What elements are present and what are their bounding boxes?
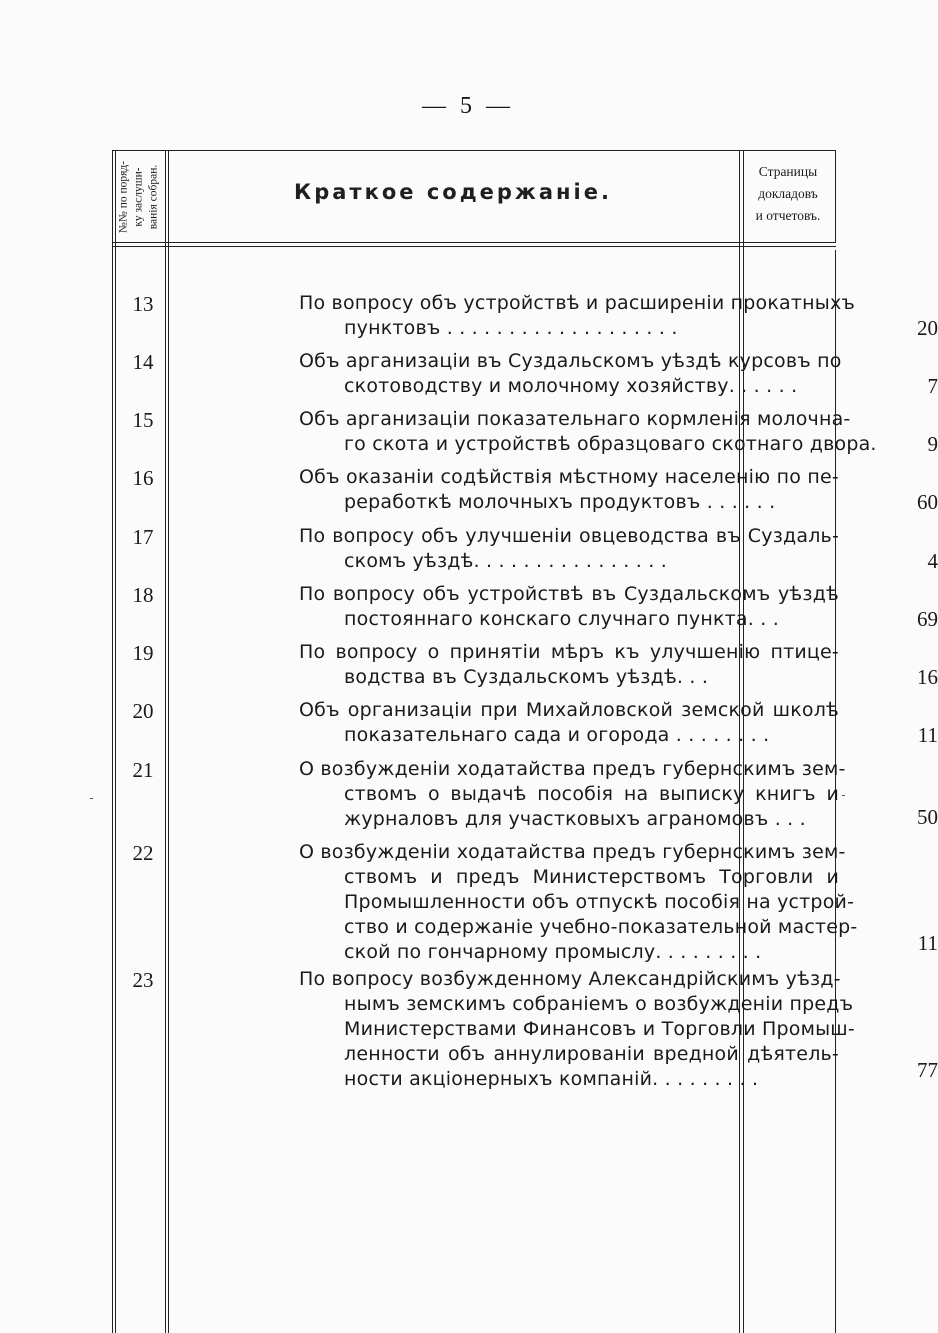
entry-page: 20 [917, 316, 938, 340]
entry-page: 9 [927, 432, 938, 456]
entry-page: 7 [927, 374, 938, 398]
entry-page: 11 [917, 723, 938, 747]
scan-speck [90, 798, 93, 799]
entry-page: 11 [917, 931, 938, 955]
table-rule-left [112, 150, 113, 1333]
header-number-line: №№ по поряд- [117, 160, 130, 234]
entry-text [299, 640, 839, 690]
entry-number: 18 [132, 583, 154, 607]
header-pages-line: докладовъ [758, 186, 818, 201]
header-number-line: ванія собран. [147, 164, 160, 230]
entry-text [299, 757, 846, 832]
entry-line: Объ арганизаціи показательнаго кормленія молочна- [299, 408, 851, 430]
entry-number: 23 [132, 968, 154, 992]
entry-line: По вопросу объ устройствѣ въ Суздальскомъ уѣздѣ [299, 583, 839, 605]
scan-speck [842, 795, 845, 796]
entry-line: реработкѣ молочныхъ продуктовъ . . . . . . [344, 491, 776, 513]
table-rule-right [835, 150, 836, 242]
entry-number: 15 [132, 408, 154, 432]
entry-line: пунктовъ . . . . . . . . . . . . . . . . . . . [344, 317, 678, 339]
entry-line: Объ оказаніи содѣйствія мѣстному населенію по пе- [299, 466, 839, 488]
entry-line: По вопросу объ улучшеніи овцеводства въ Суздаль- [299, 525, 839, 547]
entry-number: 21 [132, 758, 154, 782]
entry-page: 4 [927, 549, 938, 573]
entry-page: 69 [917, 607, 938, 631]
entry-line: Объ организаціи при Михайловской земской школѣ [299, 699, 839, 721]
entry-page: 16 [917, 665, 938, 689]
entry-number: 19 [132, 641, 154, 665]
header-pages-line: и отчетовъ. [755, 208, 821, 223]
entry-line: ство и содержаніе учебно-показательной мастер- [344, 916, 858, 938]
entry-line: Объ арганизаціи въ Суздальскомъ уѣздѣ курсовъ по [299, 350, 842, 372]
entry-line: ствомъ о выдачѣ пособія на выписку книгъ и [344, 783, 839, 805]
entry-text [299, 407, 877, 457]
header-pages-line: Страницы [758, 164, 818, 179]
entry-line: О возбужденіи ходатайства предъ губернскимъ зем- [299, 758, 846, 780]
table-rule-col1-a [165, 150, 166, 1333]
entry-line: постояннаго конскаго случнаго пункта. . . [344, 608, 779, 630]
entry-line: ствомъ и предъ Министерствомъ Торговли и [344, 866, 839, 888]
entry-page: 50 [917, 805, 938, 829]
entry-line: нымъ земскимъ собраніемъ о возбужденіи предъ [344, 993, 854, 1015]
table-rule-left-inner [115, 150, 116, 1333]
entry-page: 60 [917, 490, 938, 514]
entry-text [299, 465, 839, 515]
entry-text [299, 840, 858, 965]
entry-line: По вопросу объ устройствѣ и расширеніи прокатныхъ [299, 292, 856, 314]
entry-line: О возбужденіи ходатайства предъ губернскимъ зем- [299, 841, 846, 863]
entry-line: По вопросу о принятіи мѣръ къ улучшенію птице- [299, 641, 839, 663]
entry-number: 22 [132, 841, 154, 865]
entry-number: 20 [132, 699, 154, 723]
entry-line: го скота и устройствѣ образцоваго скотнаго двора. [344, 433, 877, 455]
header-number-line: ку заслуши- [132, 167, 145, 227]
entry-number: 17 [132, 525, 154, 549]
entry-text [299, 698, 839, 748]
entry-number: 16 [132, 466, 154, 490]
table-rule-header-a [112, 242, 836, 243]
table-rule-top [112, 150, 836, 151]
entry-line: Промышленности объ отпускѣ пособія на устрой- [344, 891, 855, 913]
entry-line: ности акціонерныхъ компаній. . . . . . . . . [344, 1068, 759, 1090]
entry-line: Министерствами Финансовъ и Торговли Промыш- [344, 1018, 855, 1040]
entry-text [299, 349, 842, 399]
entry-text [299, 524, 839, 574]
entry-number: 14 [132, 350, 154, 374]
entry-line: ленности объ аннулированіи вредной дѣятель- [344, 1043, 839, 1065]
table-rule-col1-b [168, 150, 169, 1333]
entry-text [299, 582, 839, 632]
header-number-column [112, 151, 166, 243]
entry-line: показательнаго сада и огорода . . . . . . . . [344, 724, 770, 746]
entry-text [299, 291, 856, 341]
entry-text [299, 967, 855, 1092]
page-number: — 5 — [422, 93, 514, 119]
entry-line: журналовъ для участковыхъ аграномовъ . . . [344, 808, 806, 830]
entry-line: водства въ Суздальскомъ уѣздѣ. . . [344, 666, 709, 688]
entry-line: По вопросу возбужденному Александрійскимъ уѣзд- [299, 968, 841, 990]
entry-number: 13 [132, 292, 154, 316]
table-rule-header-b [112, 246, 836, 247]
table-title: Краткое содержаніе. [294, 180, 612, 204]
entry-line: ской по гончарному промыслу. . . . . . . . . [344, 941, 762, 963]
entry-page: 77 [917, 1058, 938, 1082]
entry-line: скотоводству и молочному хозяйству. . . . . . [344, 375, 798, 397]
entry-line: скомъ уѣздѣ. . . . . . . . . . . . . . . . [344, 550, 667, 572]
header-pages-column [743, 161, 833, 227]
